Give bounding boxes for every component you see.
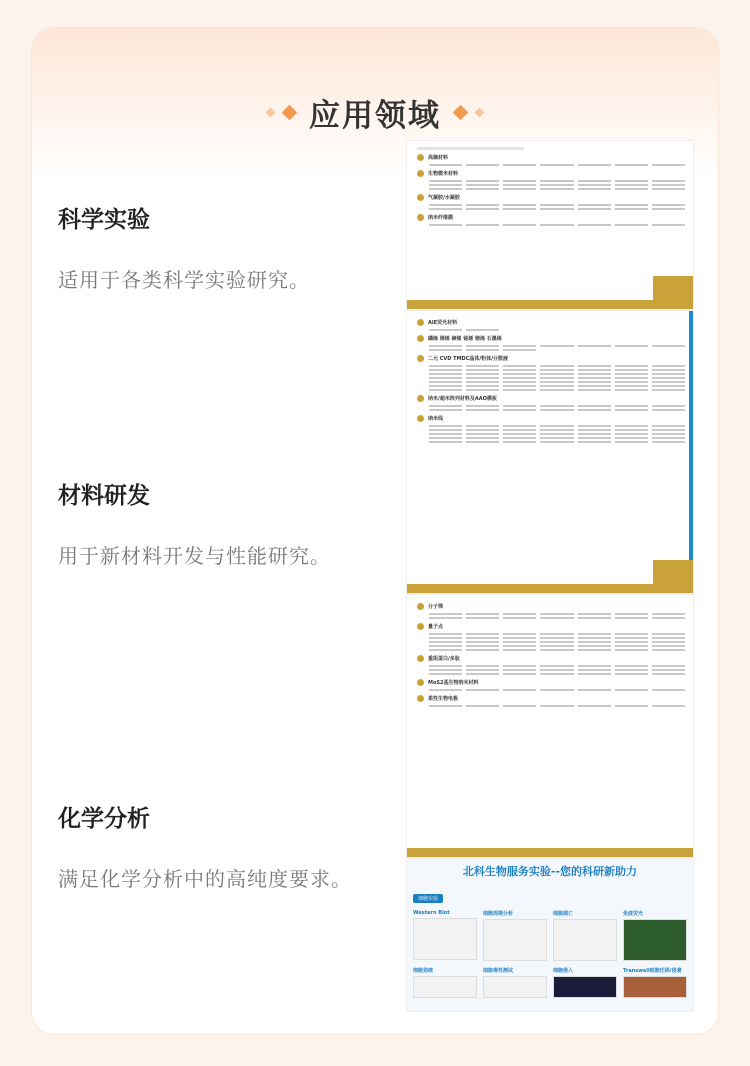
product-catalog-page-3 [406, 594, 694, 858]
section-desc: 用于新材料开发与性能研究。 [58, 544, 331, 568]
title-row [32, 90, 718, 135]
catalog-category: 纳米/超米阵列材料及AAO模板 [417, 395, 685, 402]
service-image [483, 919, 547, 961]
service-image [413, 918, 477, 960]
service-image [623, 976, 687, 998]
page-edge-bar [689, 311, 693, 593]
section-title: 材料研发 [58, 483, 150, 509]
catalog-category: MoS2基生物纳米材料 [417, 679, 685, 686]
section-chemistry [58, 800, 352, 892]
brand-logo [653, 560, 693, 584]
service-row [407, 910, 693, 961]
catalog-category: 重组蛋白/多肽 [417, 655, 685, 662]
service-item: Western Blot [413, 910, 477, 961]
catalog-category: 量子点 [417, 623, 685, 630]
catalog-footer-bar [407, 848, 693, 857]
diamond-icon [282, 105, 298, 121]
section-title: 化学分析 [58, 806, 150, 832]
catalog-category: 纳米线 [417, 415, 685, 422]
banner-title: 北科生物服务实验--您的科研新助力 [462, 865, 638, 878]
service-image [623, 919, 687, 961]
service-item: 细胞侵入 [553, 967, 617, 998]
category-icon [417, 603, 424, 610]
service-image [553, 919, 617, 961]
service-item: 细胞凋亡 [553, 910, 617, 961]
category-icon [417, 395, 424, 402]
service-item: 细胞毒性测试 [483, 967, 547, 998]
catalog-category: 纳米纤维膜 [417, 214, 685, 221]
category-icon [417, 655, 424, 662]
service-image [553, 976, 617, 998]
catalog-footer-bar [407, 584, 693, 593]
catalog-category: 磷烯 锑烯 碲烯 铋烯 锗烯 石墨烯 [417, 335, 685, 342]
category-icon [417, 623, 424, 630]
section-title: 科学实验 [58, 207, 150, 233]
category-icon [417, 214, 424, 221]
category-icon [417, 679, 424, 686]
service-item: 免疫荧光 [623, 910, 687, 961]
diamond-icon [266, 108, 276, 118]
service-item: 细胞划痕 [413, 967, 477, 998]
product-catalog-page-1 [406, 140, 694, 310]
catalog-category: 高熵材料 [417, 154, 685, 161]
catalog-category: 二元 CVD TMDC晶体/粉体/分散液 [417, 355, 685, 362]
category-icon [417, 355, 424, 362]
right-diamonds [455, 107, 483, 118]
service-tag: 细胞实验 [413, 894, 443, 903]
service-item: 细胞周期分析 [483, 910, 547, 961]
category-icon [417, 170, 424, 177]
category-icon [417, 695, 424, 702]
section-desc: 适用于各类科学实验研究。 [58, 268, 310, 292]
page-title: 应用领域 [309, 98, 441, 134]
category-icon [417, 319, 424, 326]
section-science [58, 201, 310, 293]
category-icon [417, 415, 424, 422]
service-row [407, 967, 693, 998]
service-image [483, 976, 547, 998]
service-image [413, 976, 477, 998]
catalog-category: 生物微米材料 [417, 170, 685, 177]
category-icon [417, 154, 424, 161]
catalog-category: AIE荧光材料 [417, 319, 685, 326]
service-item: Transwell细胞迁移/侵袭 [623, 967, 687, 998]
product-catalog-page-2 [406, 310, 694, 594]
catalog-category: 柔性生物电极 [417, 695, 685, 702]
section-materials [58, 477, 331, 569]
brand-logo [653, 276, 693, 300]
diamond-icon [475, 108, 485, 118]
section-desc: 满足化学分析中的高纯度要求。 [58, 867, 352, 891]
catalog-footer-bar [407, 300, 693, 309]
left-diamonds [267, 107, 295, 118]
catalog-category: 气凝胶/水凝胶 [417, 194, 685, 201]
category-icon [417, 335, 424, 342]
diamond-icon [453, 105, 469, 121]
catalog-category: 分子筛 [417, 603, 685, 610]
service-banner [406, 858, 694, 1012]
category-icon [417, 194, 424, 201]
